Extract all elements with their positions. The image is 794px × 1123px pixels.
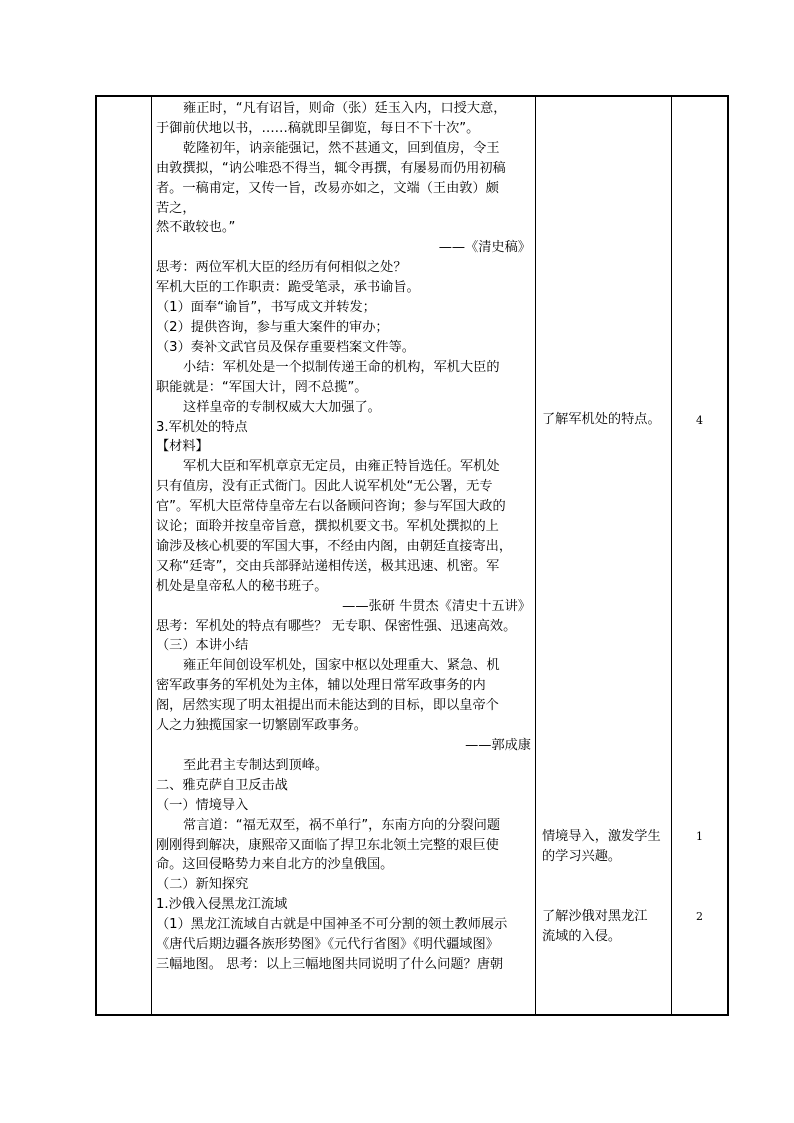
content-line: 只有值房，没有正式衙门。因此人说军机处“无公署，无专: [156, 479, 493, 495]
content-line: 人之力独揽国家一切繁剧军政事务。: [156, 718, 367, 734]
content-line: 职能就是：“军国大计，罔不总揽”。: [156, 379, 368, 395]
content-line: （1）黑龙江流域自古就是中国神圣不可分割的领土教师展示: [156, 917, 508, 933]
content-line: 命。这回侵略势力来自北方的沙皇俄国。: [156, 857, 394, 873]
content-line: 由敦撰拟，“讷公唯恐不得当，辄令再撰，有屡易而仍用初稿: [156, 160, 506, 176]
content-line: 雍正年间创设军机处，国家中枢以处理重大、紧急、机: [183, 658, 500, 674]
intent-item-2-line-1: 情境导入，激发学生: [542, 829, 661, 844]
content-line: ——张研 牛贯杰《清史十五讲》: [342, 598, 531, 614]
content-line: 思考：军机处的特点有哪些？ 无专职、保密性强、迅速高效。: [156, 618, 517, 634]
content-line: （2）提供咨询，参与重大案件的审办；: [156, 319, 389, 335]
content-line: 官”。军机大臣常侍皇帝左右以备顾问咨询；参与军国大政的: [156, 499, 506, 515]
content-line: （一）情境导入: [156, 797, 249, 813]
design-intent-cell: [536, 96, 672, 1015]
content-line: ——《清史稿》: [438, 240, 531, 256]
section-cell: [96, 96, 152, 1015]
content-line: 议论；面聆并按皇帝旨意，撰拟机要文书。军机处撰拟的上: [156, 519, 499, 535]
content-line: （二）新知探究: [156, 877, 249, 893]
content-line: 谕涉及核心机要的军国大事，不经由内阁，由朝廷直接寄出，: [156, 538, 513, 554]
content-line: 阁，居然实现了明太祖提出而未能达到的目标，即以皇帝个: [156, 698, 499, 714]
content-line: 3.军机处的特点: [156, 419, 248, 435]
content-line: （1）面奉“谕旨”，书写成文并转发；: [156, 300, 376, 316]
intent-item-3-line-1: 了解沙俄对黑龙江: [542, 909, 648, 924]
intent-item-2-line-2: 的学习兴趣。: [542, 849, 622, 864]
content-line: ——郭成康: [465, 738, 531, 753]
content-line: 二、雅克萨自卫反击战: [156, 777, 288, 793]
content-line: 【材料】: [156, 439, 209, 455]
time-value-2: 1: [696, 830, 703, 843]
intent-item-3-line-2: 流域的入侵。: [542, 929, 622, 944]
content-line: 思考：两位军机大臣的经历有何相似之处？: [156, 260, 407, 276]
content-line: 常言道：“福无双至，祸不单行”，东南方向的分裂问题: [183, 817, 501, 833]
content-line: 小结：军机处是一个拟制传递王命的机构，军机大臣的: [183, 359, 500, 375]
content-line: 密军政事务的军机处为主体，辅以处理日常军政事务的内: [156, 678, 486, 694]
content-line: 军机大臣和军机章京无定员，由雍正特旨选任。军机处: [183, 459, 500, 475]
time-value-3: 2: [696, 910, 703, 923]
content-line: 然不敢较也。”: [156, 220, 236, 236]
content-line: 《唐代后期边疆各族形势图》《元代行省图》《明代疆域图》: [156, 937, 499, 953]
content-line: 机处是皇帝私人的秘书班子。: [156, 578, 328, 594]
content-line: 又称“廷寄”，交由兵部驿站递相传送，极其迅速、机密。军: [156, 558, 500, 574]
teaching-process-content: [152, 97, 535, 1014]
content-line: 者。一稿甫定，又传一旨，改易亦如之，文端（王由敦）颇: [156, 180, 499, 196]
content-line: 1.沙俄入侵黑龙江流域: [156, 897, 288, 913]
content-line: 至此君主专制达到顶峰。: [183, 757, 329, 773]
content-line: 于御前伏地以书，……稿就即呈御览，每日不下十次”。: [156, 120, 480, 136]
content-line: 刚刚得到解决，康熙帝又面临了捍卫东北领土完整的艰巨使: [156, 837, 499, 853]
teaching-process-cell: [152, 96, 536, 1015]
content-line: 苦之，: [156, 200, 196, 216]
content-line: 军机大臣的工作职责：跪受笔录，承书谕旨。: [156, 280, 420, 296]
intent-item-1: 了解军机处的特点。: [542, 412, 661, 427]
time-cell: [672, 96, 729, 1015]
content-line: 乾隆初年，讷亲能强记，然不甚通文，回到值房，令王: [183, 140, 500, 156]
content-line: 这样皇帝的专制权威大大加强了。: [183, 399, 381, 415]
time-value-1: 4: [696, 414, 703, 427]
lesson-plan-table: [95, 95, 729, 1016]
content-line: 雍正时，“凡有诏旨，则命（张）廷玉入内，口授大意，: [183, 101, 507, 116]
content-line: （三）本讲小结: [156, 638, 249, 654]
content-line: 三幅地图。 思考：以上三幅地图共同说明了什么问题？唐朝: [156, 956, 504, 972]
content-line: （3）奏补文武官员及保存重要档案文件等。: [156, 339, 415, 355]
